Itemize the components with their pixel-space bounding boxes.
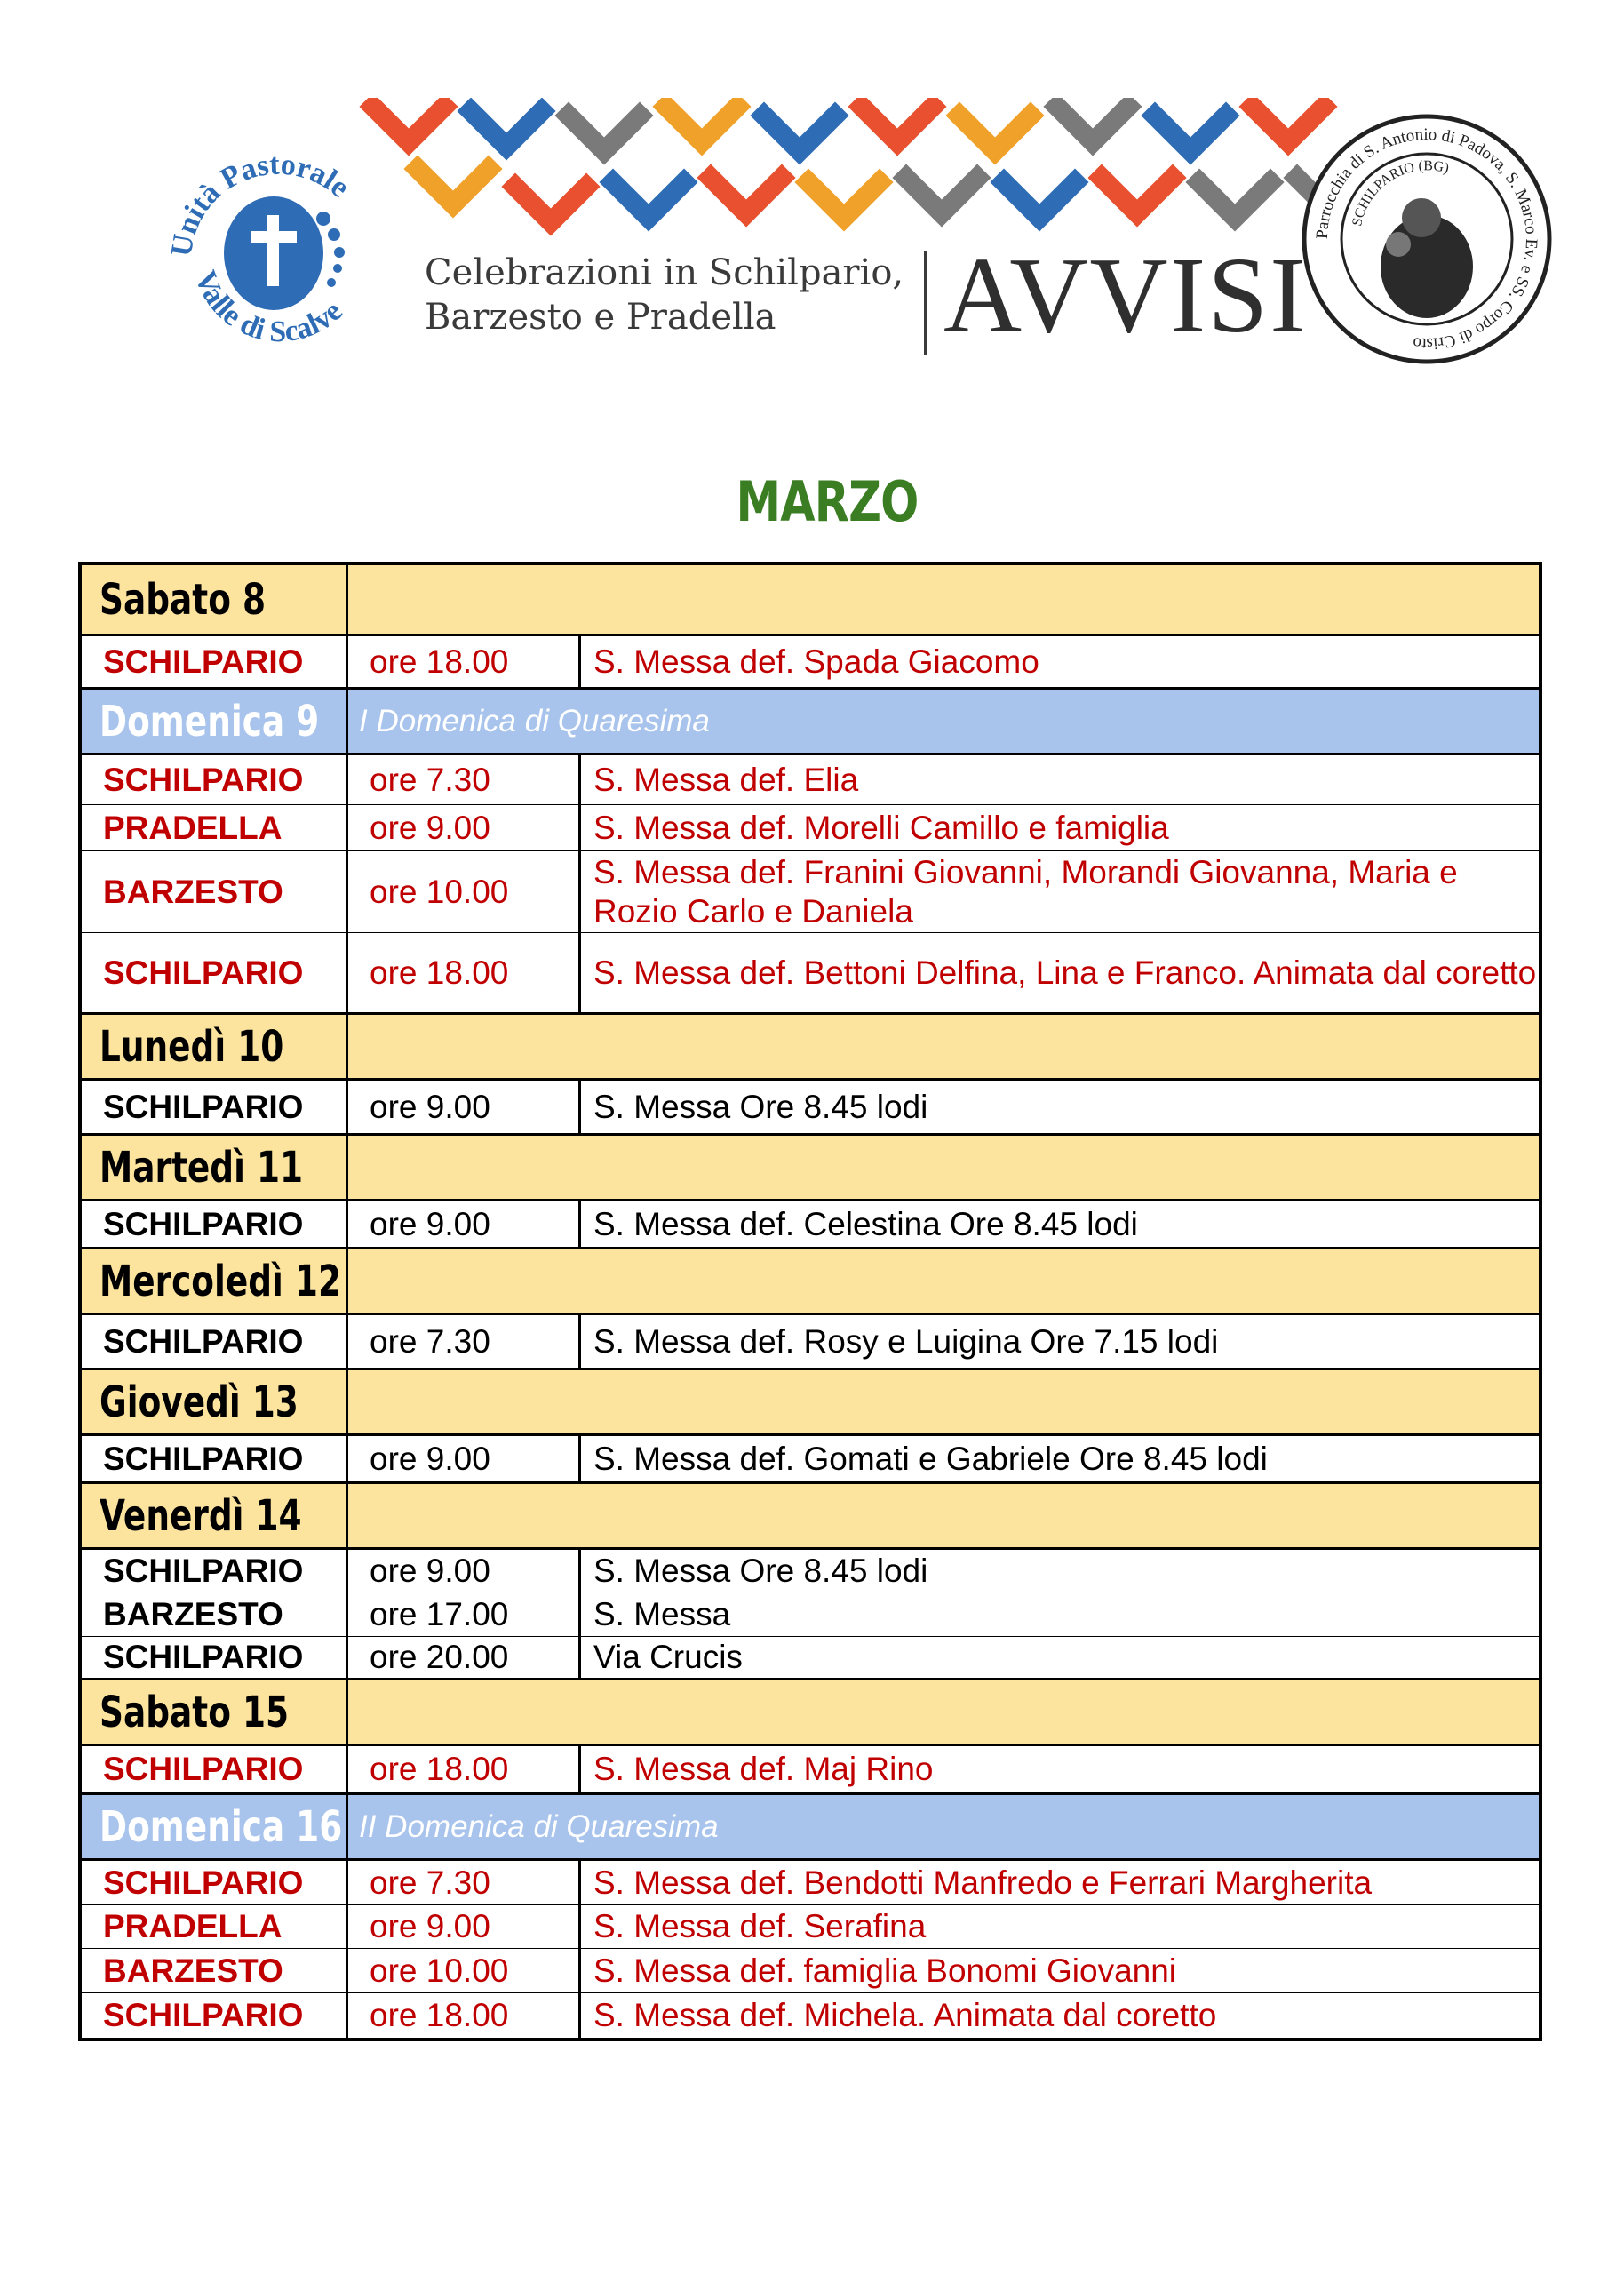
event-description: S. Messa def. Elia bbox=[593, 761, 859, 798]
header-line-1: Celebrazioni in Schilpario, bbox=[425, 252, 904, 293]
day-label-text: Sabato 15 bbox=[100, 1687, 290, 1737]
event-description: S. Messa def. Serafina bbox=[593, 1908, 927, 1944]
avvisi-heading: AVVISI bbox=[943, 235, 1308, 355]
svg-text:Unità Pastorale: Unità Pastorale bbox=[164, 148, 356, 259]
event-description: Via Crucis bbox=[593, 1639, 743, 1675]
day-label-text: Mercoledì 12 bbox=[100, 1256, 342, 1306]
day-header-row bbox=[82, 690, 1539, 755]
event-place: SCHILPARIO bbox=[82, 1746, 348, 1792]
event-time: ore 7.30 bbox=[348, 1315, 581, 1368]
event-row bbox=[82, 1201, 1539, 1249]
day-header-row bbox=[82, 1249, 1539, 1315]
event-description: S. Messa def. Franini Giovanni, Morandi Giovanna, Maria e Rozio Carlo e Daniela bbox=[593, 853, 1458, 930]
event-description: S. Messa def. famiglia Bonomi Giovanni bbox=[593, 1952, 1177, 1989]
day-label bbox=[82, 1484, 348, 1547]
event-description: S. Messa def. Bettoni Delfina, Lina e Franco. Animata dal coretto bbox=[593, 954, 1537, 991]
day-label bbox=[82, 565, 348, 634]
event-row bbox=[82, 851, 1539, 933]
liturgical-note: I Domenica di Quaresima bbox=[359, 703, 710, 738]
event-time: ore 18.00 bbox=[348, 1746, 581, 1792]
event-time: ore 10.00 bbox=[348, 851, 581, 932]
day-label bbox=[82, 1136, 348, 1199]
event-description: S. Messa def. Maj Rino bbox=[593, 1751, 934, 1787]
svg-text:Parrocchia di S. Antonio di Pa: Parrocchia di S. Antonio di Padova, S. Marco Ev. e SS. Corpo di Cristo bbox=[1312, 124, 1541, 354]
day-label-text: Domenica 16 bbox=[100, 1801, 343, 1852]
event-place: SCHILPARIO bbox=[82, 1637, 348, 1678]
event-description: S. Messa def. Michela. Animata dal coretto bbox=[593, 1997, 1217, 2033]
event-place: SCHILPARIO bbox=[82, 1201, 348, 1247]
day-header-row bbox=[82, 1136, 1539, 1201]
event-time: ore 9.00 bbox=[348, 1905, 581, 1948]
liturgical-note bbox=[348, 1680, 1539, 1744]
event-description: S. Messa Ore 8.45 lodi bbox=[593, 1088, 928, 1125]
event-time: ore 17.00 bbox=[348, 1593, 581, 1636]
event-time: ore 9.00 bbox=[348, 1550, 581, 1592]
event-description: S. Messa def. Spada Giacomo bbox=[593, 643, 1039, 680]
liturgical-note bbox=[348, 1249, 1539, 1313]
liturgical-note: II Domenica di Quaresima bbox=[359, 1808, 719, 1844]
liturgical-note bbox=[348, 1484, 1539, 1547]
schedule-table bbox=[78, 562, 1542, 2041]
day-label-text: Martedì 11 bbox=[100, 1142, 304, 1193]
event-description: S. Messa def. Morelli Camillo e famiglia bbox=[593, 809, 1169, 846]
event-place: PRADELLA bbox=[82, 805, 348, 850]
event-place: SCHILPARIO bbox=[82, 933, 348, 1012]
event-place: SCHILPARIO bbox=[82, 1861, 348, 1904]
day-header-row bbox=[82, 1015, 1539, 1081]
header-subtitle bbox=[425, 251, 904, 339]
event-time: ore 18.00 bbox=[348, 1993, 581, 2038]
event-description: S. Messa Ore 8.45 lodi bbox=[593, 1553, 928, 1589]
event-time: ore 20.00 bbox=[348, 1637, 581, 1678]
event-place: SCHILPARIO bbox=[82, 1550, 348, 1592]
liturgical-note bbox=[348, 1370, 1539, 1433]
parish-seal bbox=[1299, 111, 1555, 367]
svg-text:SCHILPARIO (BG): SCHILPARIO (BG) bbox=[1349, 158, 1451, 228]
page-header bbox=[0, 0, 1624, 382]
event-place: SCHILPARIO bbox=[82, 1315, 348, 1368]
event-row bbox=[82, 1861, 1539, 1905]
day-label bbox=[82, 1680, 348, 1744]
event-place: SCHILPARIO bbox=[82, 1081, 348, 1133]
liturgical-note bbox=[348, 1015, 1539, 1078]
event-description: S. Messa bbox=[593, 1596, 731, 1632]
event-row bbox=[82, 933, 1539, 1015]
event-time: ore 18.00 bbox=[348, 933, 581, 1012]
header-line-2: Barzesto e Pradella bbox=[425, 297, 776, 338]
event-place: PRADELLA bbox=[82, 1905, 348, 1948]
day-label bbox=[82, 1795, 348, 1858]
header-divider bbox=[924, 251, 927, 355]
day-label bbox=[82, 1249, 348, 1313]
event-place: BARZESTO bbox=[82, 1949, 348, 1992]
day-label bbox=[82, 1370, 348, 1433]
day-label-text: Domenica 9 bbox=[100, 696, 320, 746]
event-place: BARZESTO bbox=[82, 1593, 348, 1636]
day-label bbox=[82, 690, 348, 753]
liturgical-note bbox=[348, 1136, 1539, 1199]
event-time: ore 7.30 bbox=[348, 755, 581, 804]
day-label-text: Giovedì 13 bbox=[100, 1377, 299, 1427]
day-label-text: Lunedì 10 bbox=[100, 1021, 284, 1072]
day-label-text: Sabato 8 bbox=[100, 574, 267, 625]
day-header-row bbox=[82, 1680, 1539, 1746]
event-row bbox=[82, 1436, 1539, 1484]
event-row bbox=[82, 1905, 1539, 1949]
event-row bbox=[82, 1993, 1539, 2038]
liturgical-note bbox=[348, 565, 1539, 634]
event-row bbox=[82, 1550, 1539, 1593]
page-title: MARZO bbox=[736, 469, 919, 534]
day-header-row bbox=[82, 1795, 1539, 1861]
event-time: ore 9.00 bbox=[348, 1201, 581, 1247]
event-row bbox=[82, 1081, 1539, 1136]
event-time: ore 10.00 bbox=[348, 1949, 581, 1992]
event-row bbox=[82, 1949, 1539, 1993]
event-row bbox=[82, 805, 1539, 851]
event-place: SCHILPARIO bbox=[82, 755, 348, 804]
event-row bbox=[82, 1637, 1539, 1680]
event-row bbox=[82, 636, 1539, 690]
decorative-banner bbox=[355, 98, 1404, 244]
event-description: S. Messa def. Gomati e Gabriele Ore 8.45 lodi bbox=[593, 1440, 1268, 1477]
event-description: S. Messa def. Rosy e Luigina Ore 7.15 lodi bbox=[593, 1322, 1219, 1360]
event-time: ore 7.30 bbox=[348, 1861, 581, 1904]
svg-text:Valle di Scalve: Valle di Scalve bbox=[187, 267, 349, 349]
event-time: ore 9.00 bbox=[348, 1081, 581, 1133]
event-description: S. Messa def. Bendotti Manfredo e Ferrari Margherita bbox=[593, 1864, 1373, 1901]
day-label bbox=[82, 1015, 348, 1078]
event-time: ore 18.00 bbox=[348, 636, 581, 687]
event-place: BARZESTO bbox=[82, 851, 348, 932]
event-row bbox=[82, 755, 1539, 805]
event-place: SCHILPARIO bbox=[82, 1993, 348, 2038]
event-place: SCHILPARIO bbox=[82, 636, 348, 687]
day-header-row bbox=[82, 1484, 1539, 1550]
event-place: SCHILPARIO bbox=[82, 1436, 348, 1481]
day-header-row bbox=[82, 1370, 1539, 1436]
event-description: S. Messa def. Celestina Ore 8.45 lodi bbox=[593, 1205, 1138, 1242]
event-time: ore 9.00 bbox=[348, 805, 581, 850]
event-row bbox=[82, 1315, 1539, 1370]
event-time: ore 9.00 bbox=[348, 1436, 581, 1481]
day-header-row bbox=[82, 565, 1539, 636]
event-row bbox=[82, 1593, 1539, 1637]
day-label-text: Venerdì 14 bbox=[100, 1490, 302, 1541]
event-row bbox=[82, 1746, 1539, 1795]
